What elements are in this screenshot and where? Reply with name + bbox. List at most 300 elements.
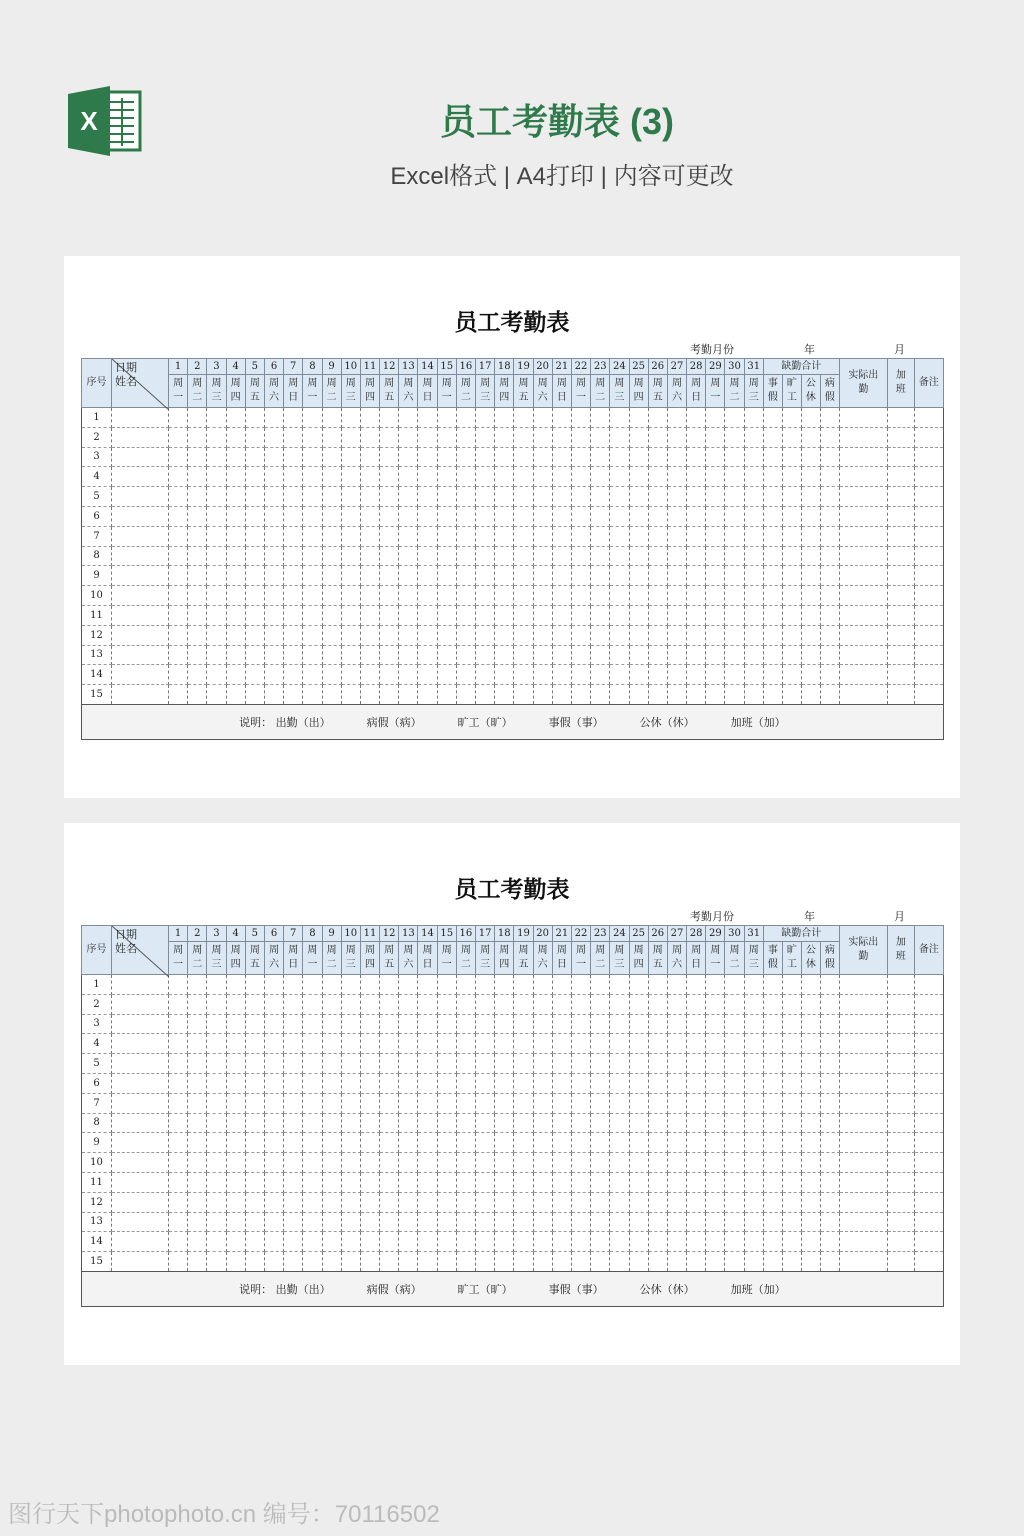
day-cell[interactable] — [591, 1113, 610, 1133]
day-cell[interactable] — [456, 487, 475, 507]
day-cell[interactable] — [744, 1252, 763, 1272]
day-cell[interactable] — [380, 1113, 399, 1133]
day-cell[interactable] — [169, 605, 188, 625]
day-cell[interactable] — [533, 1153, 552, 1173]
day-cell[interactable] — [629, 1232, 648, 1252]
absence-cell[interactable] — [820, 1153, 839, 1173]
day-cell[interactable] — [341, 1153, 360, 1173]
absence-cell[interactable] — [763, 1153, 782, 1173]
day-cell[interactable] — [284, 625, 303, 645]
absence-cell[interactable] — [801, 1054, 820, 1074]
day-cell[interactable] — [169, 1232, 188, 1252]
absence-cell[interactable] — [820, 1192, 839, 1212]
day-cell[interactable] — [476, 665, 495, 685]
day-cell[interactable] — [399, 625, 418, 645]
day-cell[interactable] — [687, 586, 706, 606]
note-cell[interactable] — [914, 1073, 943, 1093]
day-cell[interactable] — [245, 487, 264, 507]
day-cell[interactable] — [706, 467, 725, 487]
day-cell[interactable] — [188, 566, 207, 586]
day-cell[interactable] — [341, 1172, 360, 1192]
day-cell[interactable] — [456, 526, 475, 546]
day-cell[interactable] — [648, 1113, 667, 1133]
day-cell[interactable] — [591, 1093, 610, 1113]
day-cell[interactable] — [207, 1133, 226, 1153]
day-cell[interactable] — [341, 1093, 360, 1113]
day-cell[interactable] — [514, 1252, 533, 1272]
absence-cell[interactable] — [801, 408, 820, 428]
day-cell[interactable] — [207, 1192, 226, 1212]
day-cell[interactable] — [533, 975, 552, 995]
day-cell[interactable] — [226, 1073, 245, 1093]
day-cell[interactable] — [725, 1192, 744, 1212]
day-cell[interactable] — [456, 408, 475, 428]
day-cell[interactable] — [495, 1252, 514, 1272]
day-cell[interactable] — [245, 1212, 264, 1232]
overtime-cell[interactable] — [887, 1232, 914, 1252]
day-cell[interactable] — [207, 1054, 226, 1074]
day-cell[interactable] — [284, 665, 303, 685]
absence-cell[interactable] — [801, 1113, 820, 1133]
note-cell[interactable] — [914, 487, 943, 507]
note-cell[interactable] — [914, 408, 943, 428]
day-cell[interactable] — [610, 447, 629, 467]
day-cell[interactable] — [533, 566, 552, 586]
day-cell[interactable] — [188, 645, 207, 665]
day-cell[interactable] — [552, 408, 571, 428]
day-cell[interactable] — [648, 447, 667, 467]
day-cell[interactable] — [725, 566, 744, 586]
day-cell[interactable] — [245, 685, 264, 705]
day-cell[interactable] — [303, 467, 322, 487]
day-cell[interactable] — [322, 447, 341, 467]
day-cell[interactable] — [418, 1192, 437, 1212]
day-cell[interactable] — [744, 526, 763, 546]
day-cell[interactable] — [591, 1054, 610, 1074]
note-cell[interactable] — [914, 546, 943, 566]
day-cell[interactable] — [360, 1034, 379, 1054]
day-cell[interactable] — [667, 1153, 686, 1173]
day-cell[interactable] — [687, 546, 706, 566]
day-cell[interactable] — [245, 506, 264, 526]
note-cell[interactable] — [914, 1212, 943, 1232]
actual-cell[interactable] — [839, 467, 887, 487]
day-cell[interactable] — [360, 526, 379, 546]
day-cell[interactable] — [476, 994, 495, 1014]
day-cell[interactable] — [360, 1014, 379, 1034]
day-cell[interactable] — [744, 1093, 763, 1113]
actual-cell[interactable] — [839, 1252, 887, 1272]
day-cell[interactable] — [226, 1172, 245, 1192]
day-cell[interactable] — [533, 1073, 552, 1093]
day-cell[interactable] — [380, 1133, 399, 1153]
note-cell[interactable] — [914, 1034, 943, 1054]
absence-cell[interactable] — [782, 1192, 801, 1212]
day-cell[interactable] — [264, 447, 283, 467]
day-cell[interactable] — [687, 645, 706, 665]
day-cell[interactable] — [706, 1034, 725, 1054]
day-cell[interactable] — [284, 1252, 303, 1272]
actual-cell[interactable] — [839, 1034, 887, 1054]
absence-cell[interactable] — [782, 1153, 801, 1173]
day-cell[interactable] — [744, 975, 763, 995]
day-cell[interactable] — [706, 1232, 725, 1252]
absence-cell[interactable] — [763, 685, 782, 705]
day-cell[interactable] — [399, 408, 418, 428]
day-cell[interactable] — [591, 1172, 610, 1192]
day-cell[interactable] — [264, 566, 283, 586]
day-cell[interactable] — [188, 1133, 207, 1153]
day-cell[interactable] — [322, 685, 341, 705]
day-cell[interactable] — [744, 447, 763, 467]
overtime-cell[interactable] — [887, 1054, 914, 1074]
note-cell[interactable] — [914, 625, 943, 645]
day-cell[interactable] — [437, 427, 456, 447]
day-cell[interactable] — [495, 625, 514, 645]
day-cell[interactable] — [552, 645, 571, 665]
day-cell[interactable] — [322, 487, 341, 507]
day-cell[interactable] — [744, 487, 763, 507]
absence-cell[interactable] — [763, 1232, 782, 1252]
absence-cell[interactable] — [801, 1153, 820, 1173]
day-cell[interactable] — [341, 605, 360, 625]
day-cell[interactable] — [648, 975, 667, 995]
absence-cell[interactable] — [763, 665, 782, 685]
day-cell[interactable] — [303, 1192, 322, 1212]
day-cell[interactable] — [399, 526, 418, 546]
name-cell[interactable] — [112, 408, 169, 428]
day-cell[interactable] — [495, 685, 514, 705]
day-cell[interactable] — [303, 994, 322, 1014]
absence-cell[interactable] — [782, 467, 801, 487]
day-cell[interactable] — [360, 447, 379, 467]
day-cell[interactable] — [629, 625, 648, 645]
day-cell[interactable] — [380, 1073, 399, 1093]
absence-cell[interactable] — [763, 487, 782, 507]
day-cell[interactable] — [360, 566, 379, 586]
absence-cell[interactable] — [782, 487, 801, 507]
day-cell[interactable] — [533, 586, 552, 606]
day-cell[interactable] — [744, 1073, 763, 1093]
actual-cell[interactable] — [839, 447, 887, 467]
day-cell[interactable] — [284, 994, 303, 1014]
day-cell[interactable] — [360, 994, 379, 1014]
day-cell[interactable] — [629, 1093, 648, 1113]
absence-cell[interactable] — [763, 1073, 782, 1093]
day-cell[interactable] — [360, 586, 379, 606]
day-cell[interactable] — [667, 1034, 686, 1054]
day-cell[interactable] — [610, 1093, 629, 1113]
day-cell[interactable] — [437, 447, 456, 467]
day-cell[interactable] — [495, 1232, 514, 1252]
day-cell[interactable] — [188, 1014, 207, 1034]
day-cell[interactable] — [284, 1073, 303, 1093]
day-cell[interactable] — [706, 408, 725, 428]
name-cell[interactable] — [112, 1192, 169, 1212]
day-cell[interactable] — [399, 506, 418, 526]
day-cell[interactable] — [226, 447, 245, 467]
day-cell[interactable] — [591, 1014, 610, 1034]
absence-cell[interactable] — [820, 1212, 839, 1232]
day-cell[interactable] — [456, 685, 475, 705]
day-cell[interactable] — [629, 1252, 648, 1272]
day-cell[interactable] — [303, 447, 322, 467]
day-cell[interactable] — [744, 645, 763, 665]
day-cell[interactable] — [571, 566, 590, 586]
absence-cell[interactable] — [782, 566, 801, 586]
day-cell[interactable] — [169, 1093, 188, 1113]
day-cell[interactable] — [188, 546, 207, 566]
day-cell[interactable] — [456, 1133, 475, 1153]
name-cell[interactable] — [112, 487, 169, 507]
day-cell[interactable] — [552, 605, 571, 625]
absence-cell[interactable] — [820, 408, 839, 428]
name-cell[interactable] — [112, 665, 169, 685]
day-cell[interactable] — [514, 605, 533, 625]
day-cell[interactable] — [188, 1232, 207, 1252]
day-cell[interactable] — [264, 1252, 283, 1272]
day-cell[interactable] — [495, 1172, 514, 1192]
day-cell[interactable] — [207, 586, 226, 606]
name-cell[interactable] — [112, 1232, 169, 1252]
day-cell[interactable] — [169, 566, 188, 586]
name-cell[interactable] — [112, 427, 169, 447]
actual-cell[interactable] — [839, 1093, 887, 1113]
day-cell[interactable] — [552, 994, 571, 1014]
day-cell[interactable] — [380, 487, 399, 507]
day-cell[interactable] — [341, 487, 360, 507]
day-cell[interactable] — [456, 994, 475, 1014]
absence-cell[interactable] — [763, 1014, 782, 1034]
day-cell[interactable] — [706, 1172, 725, 1192]
day-cell[interactable] — [495, 586, 514, 606]
absence-cell[interactable] — [820, 566, 839, 586]
day-cell[interactable] — [476, 685, 495, 705]
day-cell[interactable] — [380, 1252, 399, 1272]
day-cell[interactable] — [476, 975, 495, 995]
absence-cell[interactable] — [782, 427, 801, 447]
day-cell[interactable] — [571, 1232, 590, 1252]
day-cell[interactable] — [495, 1073, 514, 1093]
day-cell[interactable] — [667, 1133, 686, 1153]
day-cell[interactable] — [706, 1054, 725, 1074]
day-cell[interactable] — [207, 1172, 226, 1192]
day-cell[interactable] — [648, 1212, 667, 1232]
absence-cell[interactable] — [820, 1014, 839, 1034]
day-cell[interactable] — [725, 975, 744, 995]
day-cell[interactable] — [744, 546, 763, 566]
absence-cell[interactable] — [820, 994, 839, 1014]
day-cell[interactable] — [476, 566, 495, 586]
day-cell[interactable] — [648, 685, 667, 705]
overtime-cell[interactable] — [887, 625, 914, 645]
day-cell[interactable] — [188, 506, 207, 526]
day-cell[interactable] — [418, 1252, 437, 1272]
day-cell[interactable] — [418, 506, 437, 526]
day-cell[interactable] — [706, 605, 725, 625]
absence-cell[interactable] — [763, 1133, 782, 1153]
day-cell[interactable] — [418, 408, 437, 428]
day-cell[interactable] — [226, 605, 245, 625]
day-cell[interactable] — [303, 1133, 322, 1153]
day-cell[interactable] — [571, 1172, 590, 1192]
day-cell[interactable] — [169, 467, 188, 487]
absence-cell[interactable] — [801, 994, 820, 1014]
day-cell[interactable] — [399, 447, 418, 467]
day-cell[interactable] — [380, 1054, 399, 1074]
day-cell[interactable] — [303, 1172, 322, 1192]
day-cell[interactable] — [245, 566, 264, 586]
day-cell[interactable] — [591, 408, 610, 428]
day-cell[interactable] — [514, 467, 533, 487]
day-cell[interactable] — [399, 1014, 418, 1034]
day-cell[interactable] — [629, 1172, 648, 1192]
name-cell[interactable] — [112, 447, 169, 467]
day-cell[interactable] — [456, 1153, 475, 1173]
day-cell[interactable] — [264, 665, 283, 685]
day-cell[interactable] — [571, 1034, 590, 1054]
day-cell[interactable] — [418, 1073, 437, 1093]
day-cell[interactable] — [169, 994, 188, 1014]
day-cell[interactable] — [667, 546, 686, 566]
day-cell[interactable] — [245, 526, 264, 546]
day-cell[interactable] — [610, 546, 629, 566]
day-cell[interactable] — [533, 1014, 552, 1034]
day-cell[interactable] — [533, 408, 552, 428]
day-cell[interactable] — [725, 1252, 744, 1272]
day-cell[interactable] — [552, 1212, 571, 1232]
day-cell[interactable] — [687, 566, 706, 586]
day-cell[interactable] — [437, 506, 456, 526]
day-cell[interactable] — [380, 427, 399, 447]
day-cell[interactable] — [437, 586, 456, 606]
day-cell[interactable] — [322, 994, 341, 1014]
day-cell[interactable] — [687, 427, 706, 447]
day-cell[interactable] — [725, 506, 744, 526]
day-cell[interactable] — [284, 467, 303, 487]
actual-cell[interactable] — [839, 1054, 887, 1074]
day-cell[interactable] — [667, 605, 686, 625]
day-cell[interactable] — [399, 1073, 418, 1093]
absence-cell[interactable] — [820, 605, 839, 625]
actual-cell[interactable] — [839, 427, 887, 447]
day-cell[interactable] — [322, 586, 341, 606]
day-cell[interactable] — [495, 546, 514, 566]
day-cell[interactable] — [744, 625, 763, 645]
absence-cell[interactable] — [763, 546, 782, 566]
day-cell[interactable] — [399, 1212, 418, 1232]
day-cell[interactable] — [380, 625, 399, 645]
day-cell[interactable] — [399, 1054, 418, 1074]
day-cell[interactable] — [629, 1014, 648, 1034]
day-cell[interactable] — [629, 1113, 648, 1133]
actual-cell[interactable] — [839, 506, 887, 526]
day-cell[interactable] — [591, 625, 610, 645]
day-cell[interactable] — [322, 665, 341, 685]
day-cell[interactable] — [264, 408, 283, 428]
day-cell[interactable] — [744, 1232, 763, 1252]
day-cell[interactable] — [514, 427, 533, 447]
day-cell[interactable] — [245, 1014, 264, 1034]
actual-cell[interactable] — [839, 994, 887, 1014]
day-cell[interactable] — [380, 586, 399, 606]
day-cell[interactable] — [514, 1133, 533, 1153]
day-cell[interactable] — [629, 1212, 648, 1232]
absence-cell[interactable] — [801, 467, 820, 487]
day-cell[interactable] — [207, 447, 226, 467]
day-cell[interactable] — [476, 645, 495, 665]
day-cell[interactable] — [380, 685, 399, 705]
day-cell[interactable] — [341, 1252, 360, 1272]
day-cell[interactable] — [725, 408, 744, 428]
absence-cell[interactable] — [801, 586, 820, 606]
day-cell[interactable] — [399, 427, 418, 447]
day-cell[interactable] — [687, 605, 706, 625]
day-cell[interactable] — [226, 1232, 245, 1252]
actual-cell[interactable] — [839, 1153, 887, 1173]
day-cell[interactable] — [725, 1153, 744, 1173]
day-cell[interactable] — [706, 506, 725, 526]
overtime-cell[interactable] — [887, 566, 914, 586]
day-cell[interactable] — [437, 566, 456, 586]
day-cell[interactable] — [207, 408, 226, 428]
day-cell[interactable] — [552, 1093, 571, 1113]
day-cell[interactable] — [437, 1113, 456, 1133]
name-cell[interactable] — [112, 467, 169, 487]
day-cell[interactable] — [226, 506, 245, 526]
day-cell[interactable] — [188, 427, 207, 447]
day-cell[interactable] — [476, 487, 495, 507]
overtime-cell[interactable] — [887, 975, 914, 995]
day-cell[interactable] — [706, 1073, 725, 1093]
day-cell[interactable] — [207, 625, 226, 645]
day-cell[interactable] — [648, 1054, 667, 1074]
day-cell[interactable] — [303, 1073, 322, 1093]
day-cell[interactable] — [284, 487, 303, 507]
absence-cell[interactable] — [801, 975, 820, 995]
day-cell[interactable] — [476, 1153, 495, 1173]
day-cell[interactable] — [341, 447, 360, 467]
absence-cell[interactable] — [820, 1073, 839, 1093]
absence-cell[interactable] — [782, 625, 801, 645]
day-cell[interactable] — [610, 665, 629, 685]
day-cell[interactable] — [456, 1014, 475, 1034]
day-cell[interactable] — [552, 1113, 571, 1133]
day-cell[interactable] — [169, 975, 188, 995]
day-cell[interactable] — [188, 975, 207, 995]
day-cell[interactable] — [188, 526, 207, 546]
day-cell[interactable] — [571, 427, 590, 447]
note-cell[interactable] — [914, 566, 943, 586]
overtime-cell[interactable] — [887, 1133, 914, 1153]
day-cell[interactable] — [706, 526, 725, 546]
day-cell[interactable] — [264, 526, 283, 546]
day-cell[interactable] — [514, 1232, 533, 1252]
day-cell[interactable] — [322, 1113, 341, 1133]
day-cell[interactable] — [399, 1093, 418, 1113]
day-cell[interactable] — [264, 586, 283, 606]
day-cell[interactable] — [591, 994, 610, 1014]
day-cell[interactable] — [744, 1172, 763, 1192]
day-cell[interactable] — [476, 447, 495, 467]
day-cell[interactable] — [725, 467, 744, 487]
day-cell[interactable] — [591, 467, 610, 487]
absence-cell[interactable] — [820, 1133, 839, 1153]
day-cell[interactable] — [303, 506, 322, 526]
day-cell[interactable] — [303, 1093, 322, 1113]
day-cell[interactable] — [687, 506, 706, 526]
day-cell[interactable] — [610, 1133, 629, 1153]
